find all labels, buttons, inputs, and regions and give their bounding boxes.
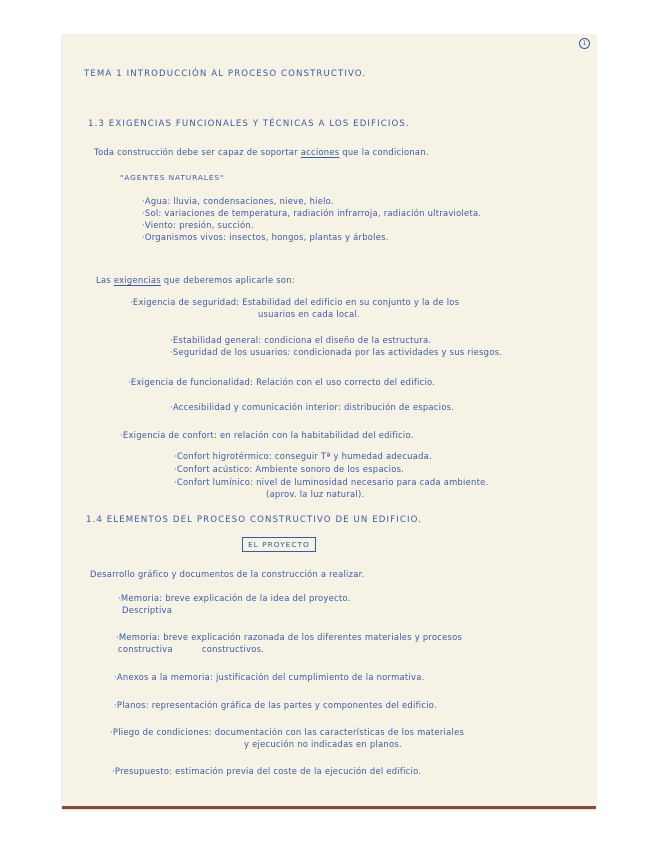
- proyecto-intro: Desarrollo gráfico y documentos de la construcción a realizar.: [90, 569, 365, 579]
- page-number: 1: [579, 38, 590, 49]
- agent-item: ·Sol: variaciones de temperatura, radiación infrarroja, radiación ultravioleta.: [142, 208, 482, 218]
- section-1-4-heading: 1.4 ELEMENTOS DEL PROCESO CONSTRUCTIVO DE UN EDIFICIO.: [86, 515, 422, 525]
- proyecto-item-continued: constructiva constructivos.: [118, 644, 265, 654]
- confort-item: ·Confort lumínico: nivel de luminosidad necesario para cada ambiente.: [174, 477, 489, 487]
- notebook-page: [62, 34, 596, 809]
- proyecto-item: ·Memoria: breve explicación de la idea del proyecto.: [118, 593, 351, 603]
- section-1-3-heading: 1.3 EXIGENCIAS FUNCIONALES Y TÉCNICAS A LOS EDIFICIOS.: [88, 119, 410, 129]
- seguridad-line: ·Exigencia de seguridad: Estabilidad del edificio en su conjunto y la de los: [130, 297, 460, 307]
- agent-item: ·Organismos vivos: insectos, hongos, plantas y árboles.: [142, 232, 389, 242]
- seguridad-item: ·Seguridad de los usuarios: condicionada por las actividades y sus riesgos.: [170, 347, 503, 357]
- intro-prefix: Toda construcción debe ser capaz de soportar: [94, 147, 298, 157]
- confort-item: ·Confort acústico: Ambiente sonoro de los espacios.: [174, 464, 405, 474]
- seguridad-line-continued: usuarios en cada local.: [258, 309, 360, 319]
- agents-title: "AGENTES NATURALES": [120, 173, 225, 182]
- proyecto-item: ·Pliego de condiciones: documentación con las características de los materiales: [110, 727, 465, 737]
- agent-item: ·Agua: lluvia, condensaciones, nieve, hielo.: [142, 196, 334, 206]
- requirements-suffix: que deberemos aplicarle son:: [163, 275, 295, 285]
- seguridad-item: ·Estabilidad general: condiciona el diseño de la estructura.: [170, 335, 432, 345]
- agent-item: ·Viento: presión, succión.: [142, 220, 254, 230]
- proyecto-item: ·Presupuesto: estimación previa del coste de la ejecución del edificio.: [112, 766, 422, 776]
- intro-keyword: acciones: [300, 147, 340, 157]
- proyecto-item-continued: y ejecución no indicadas en planos.: [244, 739, 402, 749]
- confort-line: ·Exigencia de confort: en relación con la habitabilidad del edificio.: [120, 430, 414, 440]
- requirements-intro: [96, 276, 295, 284]
- proyecto-item-continued: Descriptiva: [122, 605, 173, 615]
- funcionalidad-line: ·Exigencia de funcionalidad: Relación con el uso correcto del edificio.: [128, 377, 436, 387]
- proyecto-box-title: EL PROYECTO: [242, 537, 316, 552]
- proyecto-item: ·Anexos a la memoria: justificación del cumplimiento de la normativa.: [114, 672, 425, 682]
- confort-item: ·Confort higrotérmico: conseguir Tª y humedad adecuada.: [174, 451, 432, 461]
- requirements-prefix: Las: [96, 275, 111, 285]
- proyecto-item: ·Memoria: breve explicación razonada de los diferentes materiales y procesos: [116, 632, 463, 642]
- page-title: TEMA 1 INTRODUCCIÓN AL PROCESO CONSTRUCTIVO.: [84, 69, 367, 79]
- intro-suffix: que la condicionan.: [342, 147, 429, 157]
- section-1-3-intro: [94, 148, 429, 156]
- funcionalidad-item: ·Accesibilidad y comunicación interior: distribución de espacios.: [170, 402, 455, 412]
- requirements-keyword: exigencias: [113, 275, 161, 285]
- confort-note: (aprov. la luz natural).: [266, 489, 365, 499]
- proyecto-item: ·Planos: representación gráfica de las partes y componentes del edificio.: [114, 700, 437, 710]
